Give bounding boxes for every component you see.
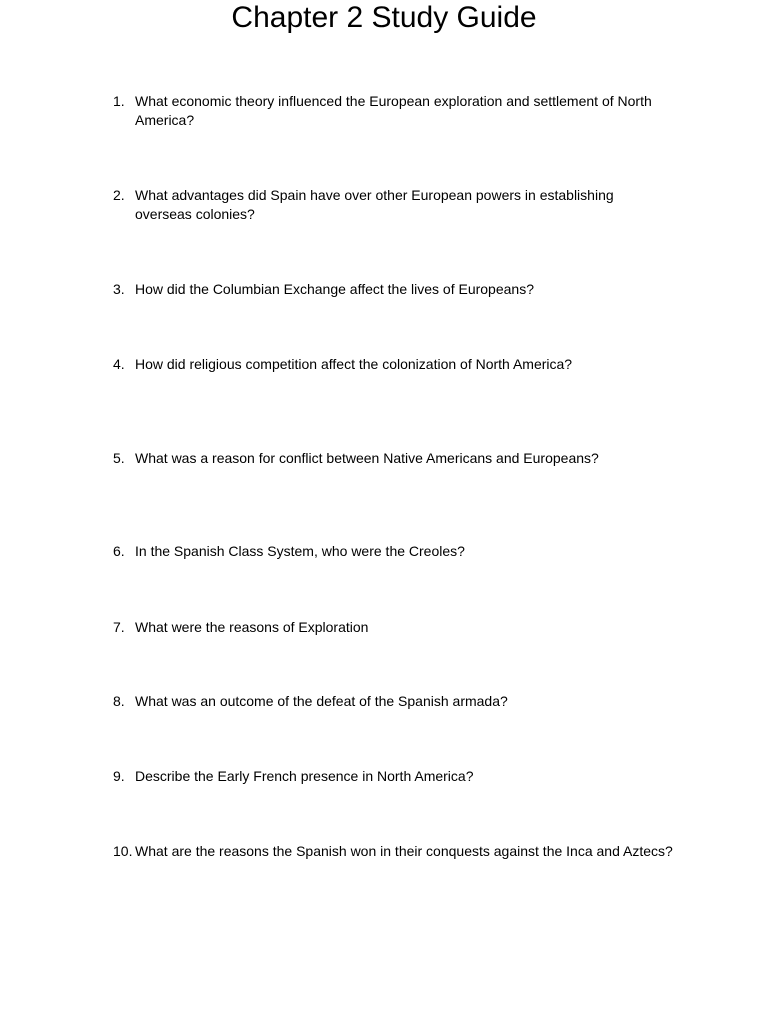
question-number: 9. [113, 768, 125, 784]
question-text: What was an outcome of the defeat of the Spanish armada? [135, 693, 508, 709]
question-item [113, 186, 673, 224]
question-text: Describe the Early French presence in North America? [135, 768, 474, 784]
question-number: 5. [113, 450, 125, 466]
question-text: How did religious competition affect the colonization of North America? [135, 356, 573, 372]
question-number: 4. [113, 356, 125, 372]
question-text: In the Spanish Class System, who were the Creoles? [135, 543, 465, 559]
question-item [113, 692, 673, 711]
question-item [113, 280, 673, 299]
question-number: 10. [113, 843, 133, 859]
question-item [113, 92, 673, 130]
question-text: What economic theory influenced the European exploration and settlement of North America? [135, 93, 652, 128]
question-item [113, 842, 673, 861]
question-number: 2. [113, 187, 125, 203]
question-number: 3. [113, 281, 125, 297]
question-number: 7. [113, 619, 125, 635]
question-number: 1. [113, 93, 125, 109]
page-title: Chapter 2 Study Guide [231, 1, 537, 34]
question-text: What were the reasons of Exploration [135, 619, 369, 635]
question-item [113, 542, 673, 561]
question-item [113, 449, 673, 468]
question-number: 8. [113, 693, 125, 709]
question-number: 6. [113, 543, 125, 559]
question-text: What advantages did Spain have over other European powers in establishing overseas colonies? [135, 187, 614, 222]
question-text: What are the reasons the Spanish won in their conquests against the Inca and Aztecs? [135, 843, 673, 859]
question-text: What was a reason for conflict between Native Americans and Europeans? [135, 450, 599, 466]
question-text: How did the Columbian Exchange affect the lives of Europeans? [135, 281, 534, 297]
question-item [113, 767, 673, 786]
question-item [113, 355, 673, 374]
question-item [113, 618, 673, 637]
